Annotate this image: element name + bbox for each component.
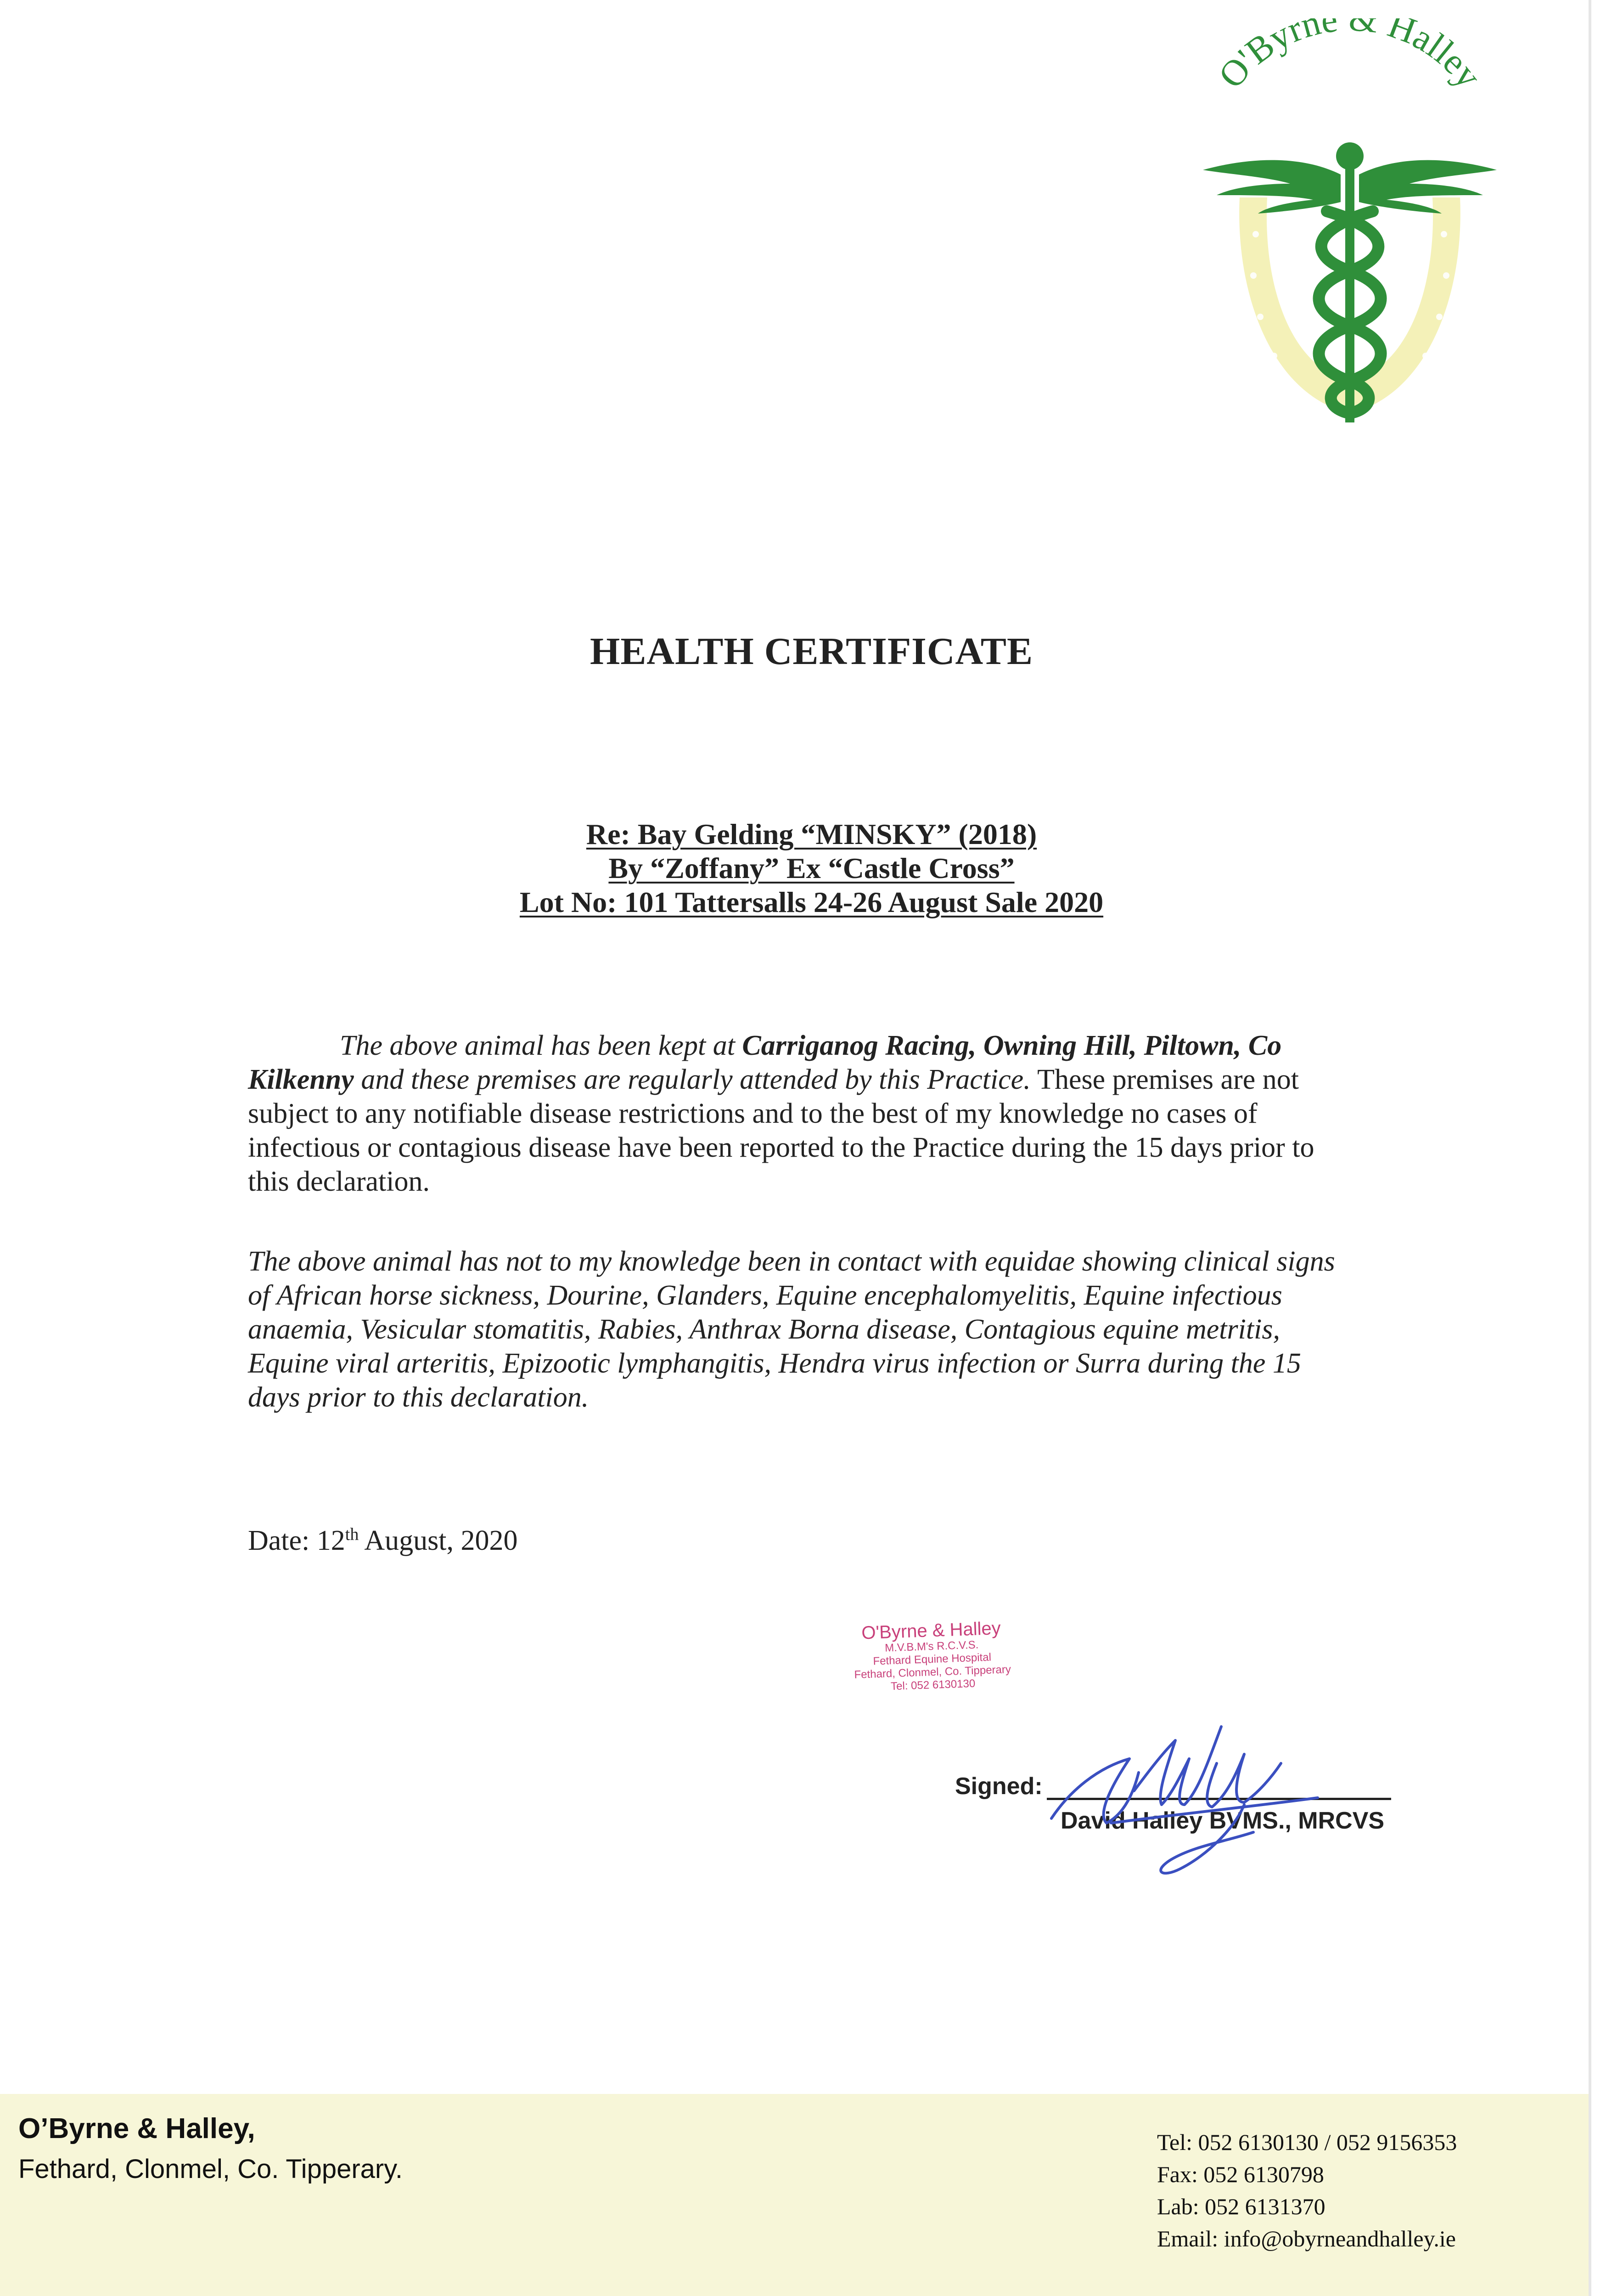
date-label: Date: 12 <box>248 1525 345 1556</box>
stamp-line-4: Fethard, Clonmel, Co. Tipperary <box>854 1663 1011 1681</box>
document-title: HEALTH CERTIFICATE <box>590 630 1033 673</box>
stamp-line-5: Tel: 052 6130130 <box>890 1677 976 1693</box>
subject-line-breeding: By “Zoffany” Ex “Castle Cross” <box>608 852 1015 884</box>
para1-rest: These premises are not subject to any notifiable disease restrictions and to the best of my knowledge no cases of infectious or contagious disease have been reported to the Practice during the 15 days prior to this declaration. <box>248 1064 1314 1197</box>
practice-stamp <box>834 1618 1029 1695</box>
footer-tel: Tel: 052 6130130 / 052 9156353 <box>1157 2129 1457 2155</box>
footer-company-name: O’Byrne & Halley, <box>18 2113 255 2144</box>
premises-paragraph <box>248 1029 1359 1199</box>
disease-paragraph: The above animal has not to my knowledge been in contact with equidae showing clinical signs of African horse sickness, Dourine, Glanders, Equine encephalomyelitis, Equine infectious anaemia, Vesicular stomatitis, Rabies, Anthrax Borna disease, Contagious equine metritis, Equine viral arteritis, Epizootic lymphangitis, Hendra virus infection or Surra during the 15 days prior to this declaration. <box>248 1246 1335 1413</box>
date-suffix: th <box>345 1525 359 1544</box>
date-rest: August, 2020 <box>359 1525 518 1556</box>
para1-attended: and these premises are regularly attended by this Practice. <box>354 1064 1031 1095</box>
subject-line-lot: Lot No: 101 Tattersalls 24-26 August Sale 2020 <box>519 886 1104 918</box>
signed-label: Signed: <box>955 1773 1043 1800</box>
company-logo <box>1175 18 1524 459</box>
caduceus-logo-icon <box>1175 18 1524 459</box>
stamp-line-3: Fethard Equine Hospital <box>873 1651 992 1668</box>
subject-line-horse: Re: Bay Gelding “MINSKY” (2018) <box>586 818 1037 850</box>
certificate-date <box>248 1525 518 1557</box>
footer-address: Fethard, Clonmel, Co. Tipperary. <box>18 2154 403 2184</box>
page-edge-shadow <box>1589 0 1591 2296</box>
signer-name: David Halley BVMS., MRCVS <box>1061 1807 1385 1834</box>
footer-contact-block <box>1157 2126 1457 2255</box>
footer-email[interactable]: Email: info@obyrneandhalley.ie <box>1157 2226 1456 2251</box>
logo-text: O'Byrne & Halley <box>1211 18 1489 96</box>
footer-fax: Fax: 052 6130798 <box>1157 2161 1324 2187</box>
para1-premises: Carriganog Racing, Owning Hill, Piltown, Co Kilkenny <box>248 1030 1282 1095</box>
subject-block <box>0 817 1623 919</box>
footer-lab: Lab: 052 6131370 <box>1157 2194 1325 2219</box>
stamp-line-1: O'Byrne & Halley <box>861 1618 1001 1643</box>
handwritten-signature-icon <box>1042 1708 1336 1883</box>
stamp-line-2: M.V.B.M's R.C.V.S. <box>884 1638 979 1654</box>
para1-intro: The above animal has been kept at <box>340 1030 742 1061</box>
